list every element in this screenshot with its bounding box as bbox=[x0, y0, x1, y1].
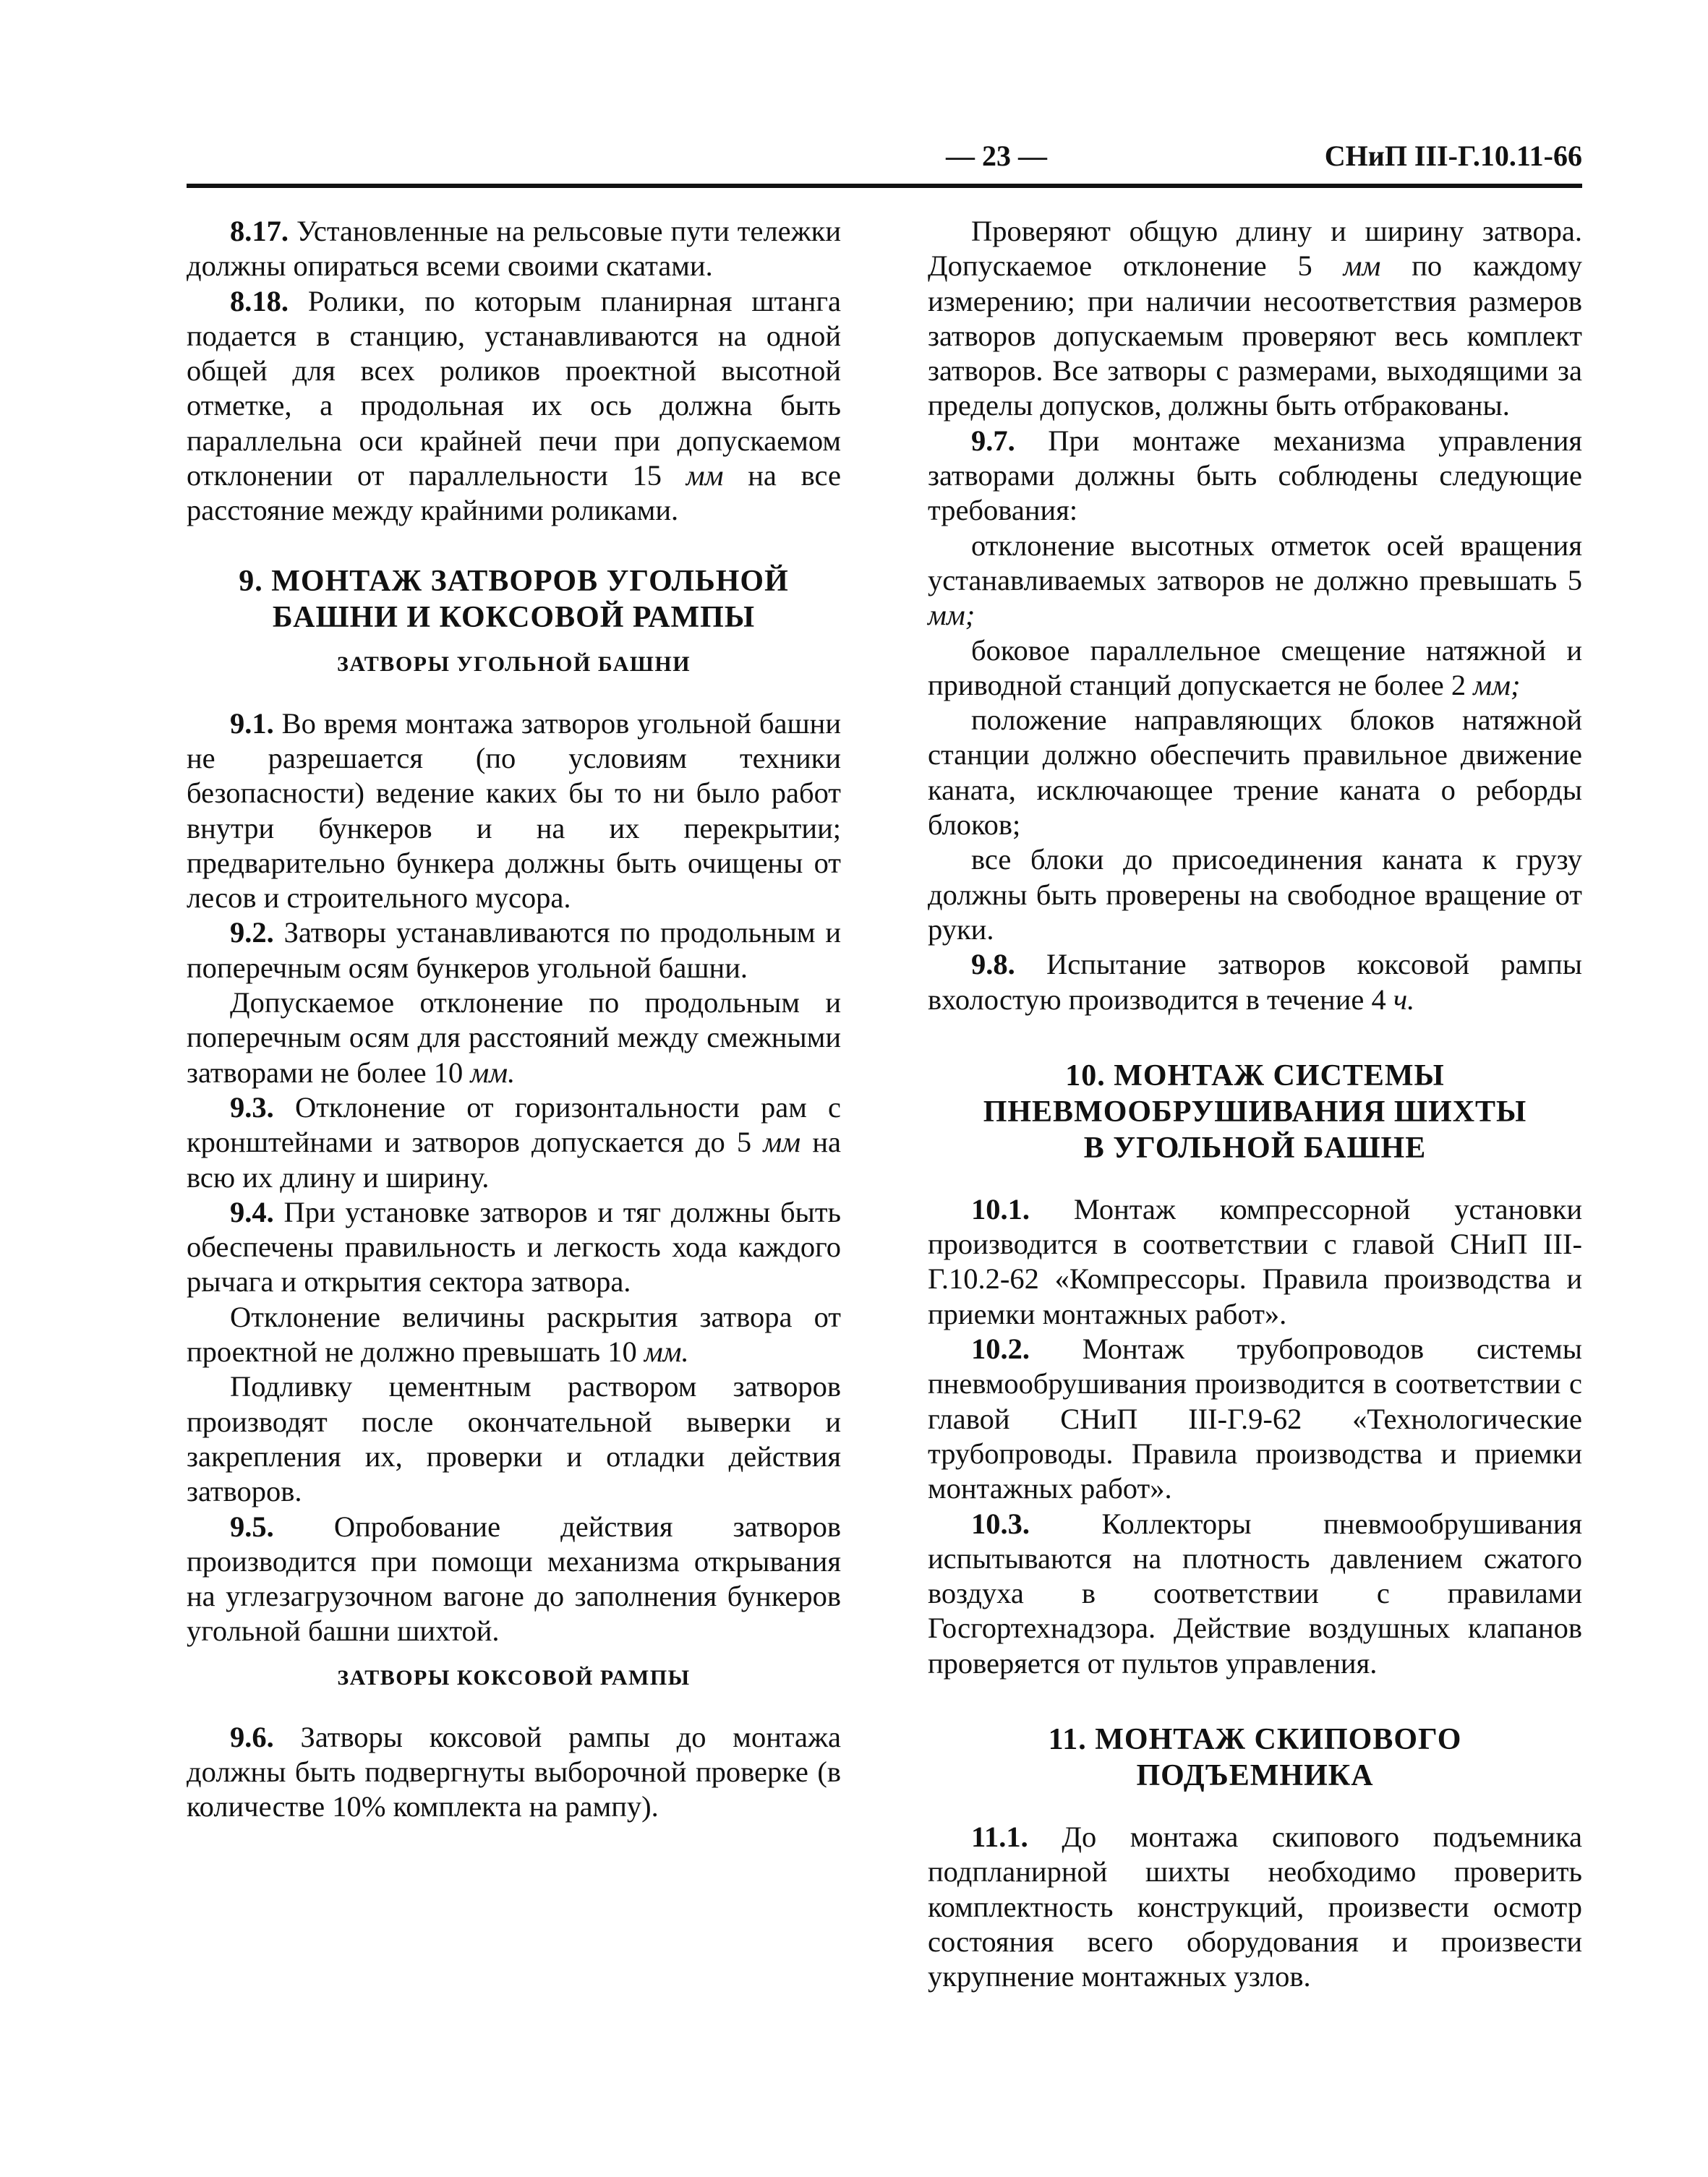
clause-number: 8.17. bbox=[230, 215, 289, 247]
section-title bbox=[928, 1722, 1582, 1794]
paragraph bbox=[187, 915, 841, 985]
page-number: — 23 — bbox=[946, 140, 1047, 172]
paragraph-text: Отклонение величины раскрытия затвора от проектной не должно превышать 10 мм. bbox=[187, 1300, 841, 1369]
clause-number: 9.8. bbox=[971, 948, 1015, 981]
paragraph-text: Ролики, по которым планирная штанга подается в станцию, устанавливаются на одной общей для всех роликов проектной высотной отметке, а продольная их ось должна быть параллельна оси крайней печи при допускаемом отклонении от параллельности 15 мм на все расстояние между крайними роликами. bbox=[187, 284, 841, 527]
section-title bbox=[187, 563, 841, 636]
clause-number: 8.18. bbox=[230, 284, 289, 317]
paragraph bbox=[187, 1720, 841, 1825]
paragraph bbox=[187, 1369, 841, 1509]
paragraph bbox=[928, 214, 1582, 424]
subsection-title: ЗАТВОРЫ КОКСОВОЙ РАМПЫ bbox=[337, 1665, 691, 1690]
paragraph bbox=[928, 1507, 1582, 1681]
paragraph bbox=[928, 947, 1582, 1017]
clause-number: 9.5. bbox=[230, 1510, 274, 1543]
clause-number: 9.3. bbox=[230, 1090, 274, 1124]
clause-number: 10.3. bbox=[971, 1507, 1030, 1540]
paragraph-text: Коллекторы пневмообрушивания испытываются на плотность давлением сжатого воздуха в соответствии с правилами Госгортехнадзора. Действие воздушных клапанов проверяется от пультов управления. bbox=[928, 1507, 1583, 1680]
paragraph-text: Испытание затворов коксовой рампы вхолостую производится в течение 4 ч. bbox=[928, 948, 1583, 1016]
paragraph bbox=[187, 1510, 841, 1649]
paragraph bbox=[928, 1332, 1582, 1506]
section-title bbox=[928, 1058, 1582, 1166]
header-rule bbox=[187, 184, 1582, 188]
paragraph-text: При установке затворов и тяг должны быть обеспечены правильность и легкость хода каждого рычага и открытия сектора затвора. bbox=[187, 1195, 841, 1299]
paragraph-text: все блоки до присоединения каната к грузу должны быть проверены на свободное вращение от руки. bbox=[928, 843, 1582, 946]
section-title-line: ПОДЪЕМНИКА bbox=[1136, 1758, 1374, 1792]
paragraph bbox=[928, 1192, 1582, 1332]
paragraph bbox=[187, 284, 841, 529]
right-column bbox=[928, 214, 1582, 1994]
paragraph-text: Опробование действия затворов производится при помощи механизма открывания на углезагрузочном вагоне до заполнения бункеров угольной башни шихтой. bbox=[187, 1510, 841, 1648]
section-title-line: ПНЕВМООБРУШИВАНИЯ ШИХТЫ bbox=[983, 1095, 1527, 1129]
paragraph-text: боковое параллельное смещение натяжной и приводной станций допускается не более 2 мм; bbox=[928, 633, 1582, 701]
paragraph-text: Установленные на рельсовые пути тележки должны опираться всеми своими скатами. bbox=[187, 215, 841, 283]
clause-number: 9.1. bbox=[230, 706, 274, 740]
paragraph bbox=[928, 633, 1582, 703]
section-title-line: 9. МОНТАЖ ЗАТВОРОВ УГОЛЬНОЙ bbox=[239, 564, 789, 598]
clause-number: 9.4. bbox=[230, 1195, 274, 1228]
paragraph bbox=[187, 1090, 841, 1195]
paragraph bbox=[187, 1300, 841, 1370]
left-column bbox=[187, 214, 841, 1825]
paragraph bbox=[187, 214, 841, 284]
paragraph-text: Допускаемое отклонение по продольным и поперечным осям для расстояний между смежными затворами не более 10 мм. bbox=[187, 986, 841, 1089]
paragraph-text: Затворы устанавливаются по продольным и поперечным осям бункеров угольной башни. bbox=[187, 916, 841, 984]
paragraph bbox=[928, 842, 1582, 947]
paragraph bbox=[928, 424, 1582, 529]
paragraph-text: До монтажа скипового подъемника подпланирной шихты необходимо проверить комплектность конструкций, произвести осмотр состояния всего оборудования и произвести укрупнение монтажных узлов. bbox=[928, 1820, 1582, 1993]
clause-number: 10.2. bbox=[971, 1333, 1030, 1366]
clause-number: 9.7. bbox=[971, 424, 1015, 457]
paragraph-text: При монтаже механизма управления затворами должны быть соблюдены следующие требования: bbox=[928, 424, 1582, 527]
paragraph bbox=[928, 529, 1582, 633]
paragraph-text: Затворы коксовой рампы до монтажа должны быть подвергнуты выборочной проверке (в количестве 10% комплекта на рампу). bbox=[187, 1720, 841, 1823]
paragraph-text: Монтаж компрессорной установки производится в соответствии с главой СНиП III-Г.10.2-62 «Компрессоры. Правила производства и приемки монтажных работ». bbox=[928, 1192, 1582, 1330]
paragraph-text: Во время монтажа затворов угольной башни не разрешается (по условиям техники безопасности) ведение каких бы то ни было работ внутри бункеров и на их перекрытии; предварительно бункера должны быть очищены от лесов и строительного мусора. bbox=[187, 706, 842, 915]
paragraph-text: Подливку цементным раствором затворов производят после окончательной выверки и закрепления их, проверки и отладки действия затворов. bbox=[187, 1370, 841, 1508]
paragraph-text: Отклонение от горизонтальности рам с кронштейнами и затворов допускается до 5 мм на всю их длину и ширину. bbox=[187, 1090, 842, 1194]
clause-number: 9.6. bbox=[230, 1720, 274, 1753]
paragraph bbox=[928, 1820, 1582, 1994]
section-title-line: 10. МОНТАЖ СИСТЕМЫ bbox=[1065, 1058, 1445, 1092]
paragraph bbox=[187, 985, 841, 1090]
paragraph bbox=[187, 706, 841, 916]
document-code: СНиП III-Г.10.11-66 bbox=[1324, 140, 1582, 172]
paragraph-text: положение направляющих блоков натяжной станции должно обеспечить правильное движение каната, исключающее трение каната о реборды блоков; bbox=[928, 703, 1582, 842]
paragraph bbox=[928, 703, 1582, 842]
clause-number: 10.1. bbox=[971, 1192, 1030, 1226]
section-title-line: 11. МОНТАЖ СКИПОВОГО bbox=[1048, 1722, 1462, 1756]
subsection-title: ЗАТВОРЫ УГОЛЬНОЙ БАШНИ bbox=[336, 651, 691, 676]
clause-number: 9.2. bbox=[230, 916, 274, 949]
paragraph-text: Монтаж трубопроводов системы пневмообрушивания производится в соответствии с главой СНиП III-Г.9-62 «Технологические трубопроводы. Правила производства и приемки монтажных работ». bbox=[928, 1333, 1583, 1505]
section-title-line: БАШНИ И КОКСОВОЙ РАМПЫ bbox=[272, 600, 756, 634]
section-title-line: В УГОЛЬНОЙ БАШНЕ bbox=[1083, 1131, 1427, 1165]
paragraph bbox=[187, 1195, 841, 1300]
paragraph-text: отклонение высотных отметок осей вращения устанавливаемых затворов не должно превышать 5 мм; bbox=[928, 529, 1582, 632]
paragraph-text: Проверяют общую длину и ширину затвора. Допускаемое отклонение 5 мм по каждому измерению; при наличии несоответствия размеров затворов допускаемым проверяют весь комплект затворов. Все затворы с размерами, выходящими за пределы допусков, должны быть отбракованы. bbox=[928, 215, 1582, 422]
clause-number: 11.1. bbox=[971, 1820, 1028, 1853]
page-header bbox=[187, 134, 1582, 178]
